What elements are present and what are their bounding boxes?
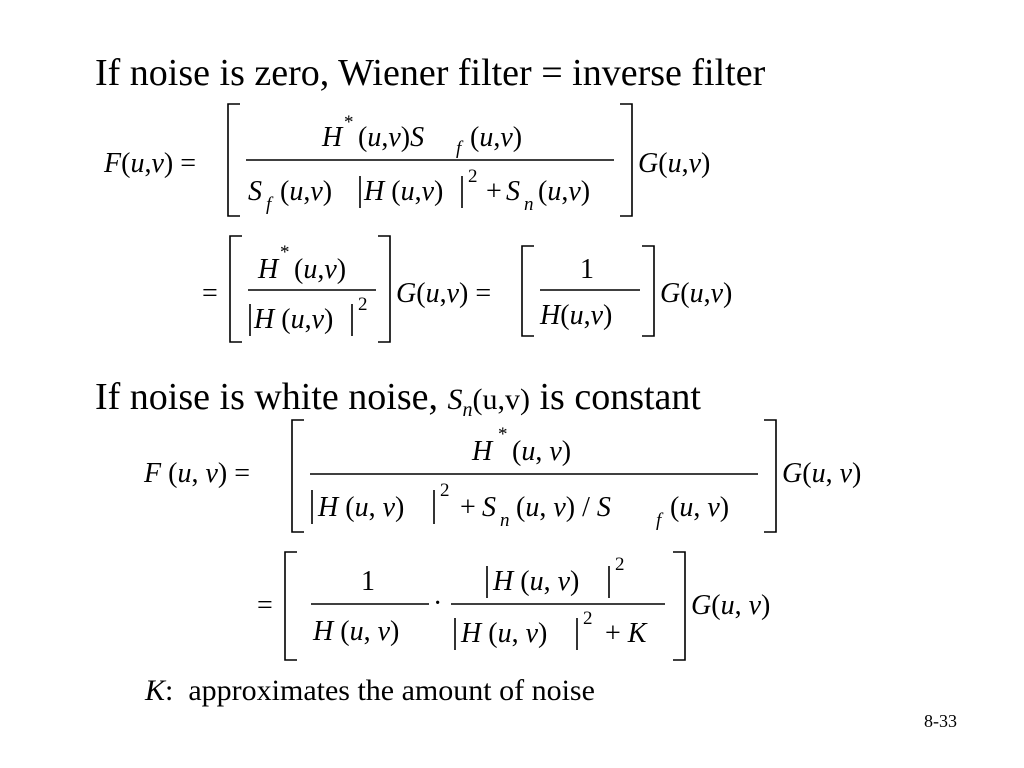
eq1-right-bracket (620, 104, 632, 216)
eq2-factor: G(u,v) (660, 278, 733, 309)
eq2-equals: = (202, 278, 218, 309)
note-k-text: : approximates the amount of noise (165, 674, 595, 707)
heading-white-noise-math (447, 383, 530, 421)
eq3-lhs: F (u, v) = (144, 458, 250, 489)
eq2-right-bracket (378, 236, 390, 342)
eq3-numerator-h: H (472, 436, 493, 467)
eq4-equals: = (257, 590, 273, 621)
eq2-right-right-bracket (642, 246, 654, 336)
eq4-frac2-den-power: 2 (583, 608, 593, 629)
eq1-denominator-args1: (u,v) (280, 176, 333, 207)
eq2-left-numerator-conj: * (280, 242, 290, 263)
page-number: 8-33 (924, 711, 957, 731)
eq1-left-bracket (228, 104, 240, 216)
eq4-frac2-num-power: 2 (615, 554, 625, 575)
eq3-denominator-sub-n: n (500, 510, 510, 531)
heading-zero-noise-text-tail: inverse filter (572, 52, 766, 94)
eq2-left-numerator-args: (u,v) (294, 254, 347, 285)
eq1-denominator-plus: + (486, 176, 502, 207)
eq2-left-numerator-h: H (258, 254, 279, 285)
eq4-left-bracket (285, 552, 297, 660)
heading-math-args: (u,v) (472, 383, 530, 416)
eq3-denominator-plus: + (460, 492, 476, 523)
eq2-right-numerator: 1 (580, 254, 594, 285)
eq1-numerator: H (322, 122, 343, 153)
eq1-denominator-args2: (u,v) (538, 176, 591, 207)
eq2-left-denominator-power: 2 (358, 294, 368, 315)
eq4-frac2-numerator: H (u, v) (493, 566, 580, 597)
eq3-factor: G(u, v) (782, 458, 862, 489)
eq4-frac2-denominator: H (u, v) (461, 618, 548, 649)
eq3-numerator-conj: * (498, 424, 508, 445)
heading-zero-noise (95, 54, 765, 92)
eq3-denominator-h: H (u, v) (318, 492, 405, 523)
equation-inverse-filter (200, 232, 760, 347)
eq3-denominator-args-f: (u, v) (670, 492, 730, 523)
eq4-frac1-numerator: 1 (361, 566, 375, 597)
eq2-right-denominator: H(u,v) (540, 300, 613, 331)
eq4-factor: G(u, v) (691, 590, 771, 621)
eq1-lhs: F(u,v) = (104, 148, 196, 179)
eq2-middle: G(u,v) = (396, 278, 492, 309)
heading-white-noise-text: If noise is white noise, (95, 376, 439, 418)
eq1-numerator-conj: * (344, 112, 354, 133)
eq1-numerator-args: (u,v) (470, 122, 523, 153)
eq1-denominator-power: 2 (468, 166, 478, 187)
eq2-left-denominator: H (u,v) (254, 304, 334, 335)
heading-zero-noise-text: If noise is zero, Wiener filter = (95, 52, 563, 94)
eq2-right-left-bracket (522, 246, 534, 336)
eq4-right-bracket (673, 552, 685, 660)
heading-math-sub: n (462, 399, 473, 421)
eq1-denominator-sn: S (506, 176, 520, 207)
eq3-denominator-sn: S (482, 492, 496, 523)
note-k-definition (145, 676, 595, 706)
eq1-numerator-rest: (u,v)S (358, 122, 425, 153)
eq1-denominator-sub-n: n (524, 194, 534, 215)
eq3-denominator-args-n: (u, v) / S (516, 492, 611, 523)
heading-white-noise (95, 378, 701, 420)
eq1-numerator-sub-f: f (456, 138, 462, 159)
eq3-denominator-power: 2 (440, 480, 450, 501)
eq2-left-bracket (230, 236, 242, 342)
eq3-left-bracket (292, 420, 304, 532)
eq3-right-bracket (764, 420, 776, 532)
eq3-numerator-args: (u, v) (512, 436, 572, 467)
heading-math-symbol: S (447, 383, 463, 416)
equation-wiener-white-noise (140, 416, 900, 538)
eq1-denominator-sf: S (248, 176, 262, 207)
eq4-frac1-denominator: H (u, v) (313, 616, 400, 647)
eq1-denominator-h: H (u,v) (364, 176, 444, 207)
eq4-frac2-den-plus-k: + K (605, 618, 647, 649)
heading-white-noise-text-tail: is constant (539, 376, 701, 418)
equation-wiener-general (100, 100, 740, 222)
eq3-denominator-sub-f: f (656, 510, 662, 531)
equation-parametric-wiener (255, 548, 815, 666)
eq4-dot: · (433, 588, 443, 619)
eq1-factor: G(u,v) (638, 148, 711, 179)
note-k-symbol: K (145, 674, 166, 707)
eq1-denominator-sub-f: f (266, 194, 272, 215)
